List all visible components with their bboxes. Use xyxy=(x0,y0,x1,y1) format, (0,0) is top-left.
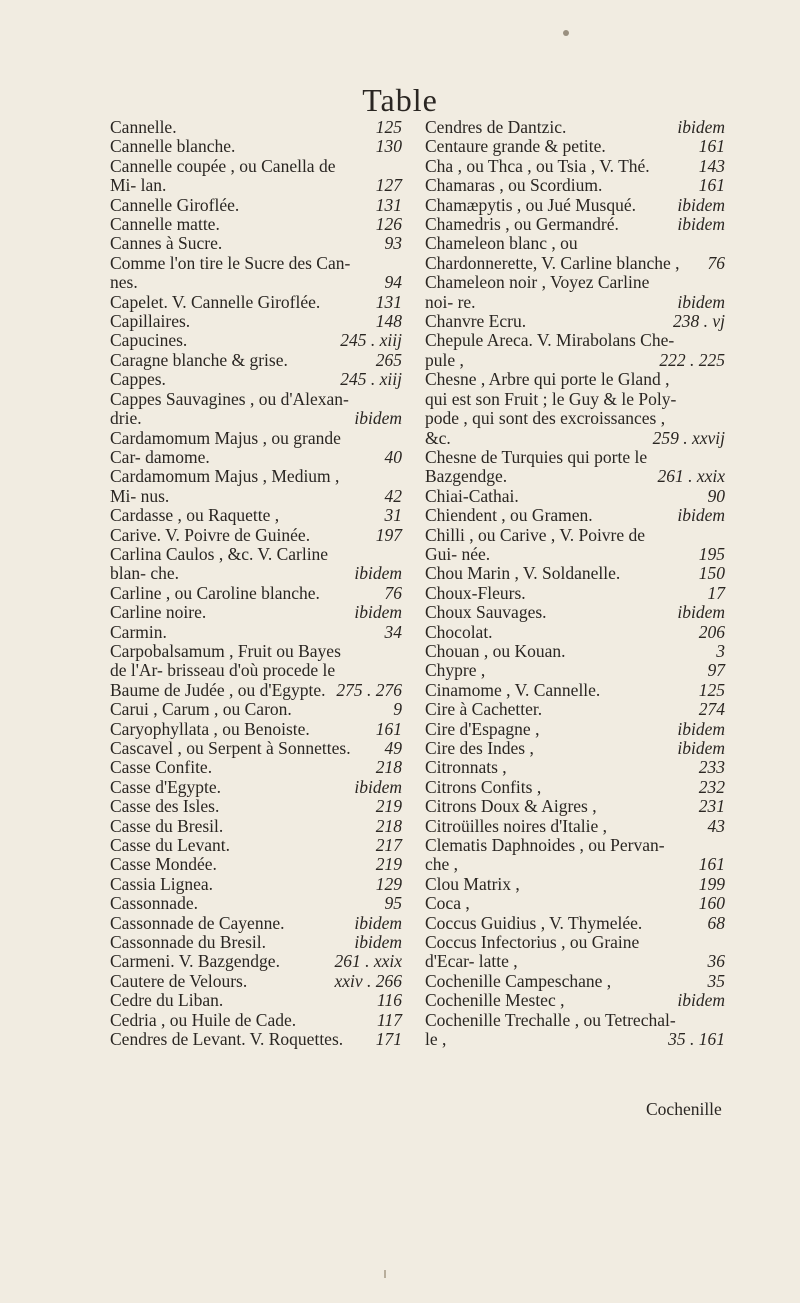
index-entry xyxy=(425,584,725,603)
entry-page: 261 . xxix xyxy=(657,466,725,487)
entry-page: 35 xyxy=(707,970,725,991)
index-entry xyxy=(110,331,402,350)
index-entry xyxy=(110,778,402,797)
entry-term: Carline , ou Caroline blanche. xyxy=(110,582,320,603)
index-entry xyxy=(425,234,725,273)
entry-term: Cassia Lignea. xyxy=(110,873,214,894)
entry-term: Cappes. xyxy=(110,369,166,390)
index-entry xyxy=(425,370,725,448)
entry-page: 126 xyxy=(375,214,402,235)
entry-page: 130 xyxy=(375,136,402,157)
entry-term: Cardamomum Majus , Medium , Mi- nus. xyxy=(110,466,340,506)
index-entry xyxy=(425,1011,725,1050)
entry-term: Carmin. xyxy=(110,621,167,642)
entry-page: 233 xyxy=(698,757,725,778)
index-entry xyxy=(110,1030,402,1049)
ink-spot xyxy=(563,30,569,36)
entry-page: 131 xyxy=(375,291,402,312)
entry-page: 219 xyxy=(375,796,402,817)
entry-page: ibidem xyxy=(677,990,725,1011)
entry-page: ibidem xyxy=(677,505,725,526)
index-entry xyxy=(110,137,402,156)
index-entry xyxy=(425,506,725,525)
index-entry xyxy=(110,467,402,506)
entry-term: Citrons Doux & Aigres , xyxy=(425,796,597,817)
entry-term: Casse des Isles. xyxy=(110,796,220,817)
index-entry xyxy=(110,370,402,389)
entry-page: ibidem xyxy=(354,408,402,429)
entry-term: Cannelle. xyxy=(110,117,177,137)
entry-term: Cardasse , ou Raquette , xyxy=(110,505,280,526)
index-entry xyxy=(110,952,402,971)
index-entry xyxy=(110,933,402,952)
index-entry xyxy=(425,914,725,933)
index-entry xyxy=(425,623,725,642)
entry-term: Centaure grande & petite. xyxy=(425,136,606,157)
index-entry xyxy=(425,196,725,215)
entry-term: Carive. V. Poivre de Guinée. xyxy=(110,524,311,545)
entry-page: 49 xyxy=(384,738,402,758)
entry-page: 117 xyxy=(377,1009,402,1030)
index-entry xyxy=(110,603,402,622)
entry-term: Cascavel , ou Serpent à Sonnettes. xyxy=(110,738,351,758)
entry-page: 231 xyxy=(698,796,725,817)
index-entry xyxy=(110,797,402,816)
index-entry xyxy=(425,176,725,195)
index-entry xyxy=(110,1011,402,1030)
entry-page: 150 xyxy=(698,563,725,584)
entry-page: xxiv . 266 xyxy=(334,970,402,991)
entry-term: Cannelle Giroflée. xyxy=(110,194,240,215)
index-entry xyxy=(425,312,725,331)
entry-page: ibidem xyxy=(354,602,402,623)
index-entry xyxy=(110,390,402,429)
index-entry xyxy=(110,894,402,913)
entry-page: 9 xyxy=(393,699,402,720)
entry-term: Cinamome , V. Cannelle. xyxy=(425,679,601,700)
index-entry xyxy=(425,526,725,565)
entry-page: 125 xyxy=(698,679,725,700)
index-entry xyxy=(110,817,402,836)
entry-term: Cannelle matte. xyxy=(110,214,220,235)
entry-term: Carpobalsamum , Fruit ou Bayes de l'Ar- brisseau d'où procede le Baume de Judée , ou d'Egypte. xyxy=(110,640,341,700)
index-entry xyxy=(110,351,402,370)
entry-page: 217 xyxy=(375,835,402,856)
entry-term: Chou Marin , V. Soldanelle. xyxy=(425,563,621,584)
entry-term: Carmeni. V. Bazgendge. xyxy=(110,951,280,972)
entry-page: 31 xyxy=(384,505,402,526)
entry-page: 43 xyxy=(707,815,725,836)
entry-page: 245 . xiij xyxy=(340,330,402,351)
entry-page: 40 xyxy=(384,446,402,467)
entry-page: 160 xyxy=(698,893,725,914)
entry-term: Cire des Indes , xyxy=(425,738,534,758)
entry-term: Clou Matrix , xyxy=(425,873,520,894)
entry-term: Cedria , ou Huile de Cade. xyxy=(110,1009,297,1030)
index-entry xyxy=(110,506,402,525)
entry-term: Chesne , Arbre qui porte le Gland , qui est son Fruit ; le Guy & le Poly- pode , qui sont des excroissances , &c. xyxy=(425,369,677,448)
index-entry xyxy=(110,312,402,331)
index-entry xyxy=(110,293,402,312)
index-entry xyxy=(110,875,402,894)
entry-page: 93 xyxy=(384,233,402,254)
index-entry xyxy=(110,215,402,234)
entry-page: 76 xyxy=(707,252,725,273)
index-entry xyxy=(425,817,725,836)
entry-term: Caryophyllata , ou Benoiste. xyxy=(110,718,310,739)
entry-term: Cautere de Velours. xyxy=(110,970,248,991)
entry-term: Coccus Infectorius , ou Graine d'Ecar- latte , xyxy=(425,932,640,972)
entry-page: ibidem xyxy=(354,932,402,953)
entry-page: 35 . 161 xyxy=(668,1029,725,1050)
index-entry xyxy=(425,487,725,506)
entry-term: Chepule Areca. V. Mirabolans Che- pule , xyxy=(425,330,675,370)
index-entry xyxy=(425,720,725,739)
entry-page: 274 xyxy=(698,699,725,720)
entry-page: ibidem xyxy=(677,602,725,623)
entry-term: Cire à Cachetter. xyxy=(425,699,543,720)
entry-page: 161 xyxy=(698,854,725,875)
entry-term: Cire d'Espagne , xyxy=(425,718,540,739)
index-entry xyxy=(110,972,402,991)
entry-term: Chocolat. xyxy=(425,621,493,642)
entry-page: 129 xyxy=(375,873,402,894)
page-title: Table xyxy=(362,82,438,118)
index-entry xyxy=(110,836,402,855)
entry-page: 97 xyxy=(707,660,725,681)
index-entry xyxy=(425,778,725,797)
entry-page: ibidem xyxy=(677,738,725,758)
entry-term: Chameleon blanc , ou Chardonnerette, V. Carline blanche , xyxy=(425,233,680,273)
entry-page: ibidem xyxy=(677,718,725,739)
index-entry xyxy=(425,157,725,176)
entry-term: Citrons Confits , xyxy=(425,776,542,797)
entry-page: ibidem xyxy=(677,214,725,235)
entry-page: 76 xyxy=(384,582,402,603)
entry-term: Chamæpytis , ou Jué Musqué. xyxy=(425,194,636,215)
index-entry xyxy=(425,933,725,972)
entry-term: Cendres de Levant. V. Roquettes. xyxy=(110,1029,344,1050)
index-entry xyxy=(425,331,725,370)
entry-page: ibidem xyxy=(677,117,725,137)
entry-page: 218 xyxy=(375,757,402,778)
index-entry xyxy=(110,584,402,603)
entry-page: 143 xyxy=(698,155,725,176)
index-entry xyxy=(110,234,402,253)
entry-page: 171 xyxy=(375,1029,402,1050)
entry-term: Coca , xyxy=(425,893,470,914)
entry-term: Citronnats , xyxy=(425,757,507,778)
entry-term: Cendres de Dantzic. xyxy=(425,117,567,137)
entry-term: Cardamomum Majus , ou grande Car- damome. xyxy=(110,427,341,467)
entry-term: Cassonnade du Bresil. xyxy=(110,932,267,953)
entry-page: 161 xyxy=(375,718,402,739)
entry-page: 261 . xxix xyxy=(334,951,402,972)
entry-page: 17 xyxy=(707,582,725,603)
index-entry xyxy=(425,797,725,816)
entry-page: ibidem xyxy=(677,291,725,312)
index-entry xyxy=(425,972,725,991)
entry-term: Casse Confite. xyxy=(110,757,213,778)
entry-term: Chamaras , ou Scordium. xyxy=(425,175,603,196)
index-entry xyxy=(425,681,725,700)
entry-term: Clematis Daphnoides , ou Pervan- che , xyxy=(425,835,665,875)
index-entry xyxy=(110,526,402,545)
entry-term: Casse Mondée. xyxy=(110,854,217,875)
index-entry xyxy=(110,642,402,700)
entry-term: Cha , ou Thca , ou Tsia , V. Thé. xyxy=(425,155,650,176)
entry-page: 116 xyxy=(377,990,402,1011)
entry-page: 36 xyxy=(707,951,725,972)
right-column xyxy=(425,118,725,1050)
entry-term: Choux Sauvages. xyxy=(425,602,547,623)
entry-page: ibidem xyxy=(354,912,402,933)
entry-term: Chameleon noir , Voyez Carline noi- re. xyxy=(425,272,650,312)
index-entry xyxy=(425,642,725,661)
entry-page: 218 xyxy=(375,815,402,836)
entry-page: 206 xyxy=(698,621,725,642)
entry-term: Casse du Bresil. xyxy=(110,815,224,836)
entry-page: 265 xyxy=(375,349,402,370)
index-entry xyxy=(110,739,402,758)
entry-term: Carui , Carum , ou Caron. xyxy=(110,699,292,720)
entry-term: Casse du Levant. xyxy=(110,835,231,856)
entry-term: Chypre , xyxy=(425,660,486,681)
entry-term: Chanvre Ecru. xyxy=(425,311,527,332)
entry-page: 195 xyxy=(698,543,725,564)
index-entry xyxy=(425,739,725,758)
entry-page: 161 xyxy=(698,136,725,157)
entry-page: 222 . 225 xyxy=(659,349,725,370)
index-entry xyxy=(425,836,725,875)
entry-page: ibidem xyxy=(354,563,402,584)
index-entry xyxy=(110,429,402,468)
entry-page: 68 xyxy=(707,912,725,933)
entry-term: Chesne de Turquies qui porte le Bazgendge. xyxy=(425,446,648,487)
footer-mark xyxy=(384,1270,386,1278)
entry-term: Capucines. xyxy=(110,330,188,351)
entry-term: Coccus Guidius , V. Thymelée. xyxy=(425,912,643,933)
index-entry xyxy=(425,991,725,1010)
entry-term: Capillaires. xyxy=(110,311,191,332)
entry-term: Citroüilles noires d'Italie , xyxy=(425,815,608,836)
entry-page: 95 xyxy=(384,893,402,914)
index-entry xyxy=(110,991,402,1010)
entry-term: Cedre du Liban. xyxy=(110,990,224,1011)
index-entry xyxy=(110,855,402,874)
index-entry xyxy=(425,758,725,777)
entry-term: Chiai-Cathai. xyxy=(425,485,519,506)
index-entry xyxy=(110,623,402,642)
entry-term: Carlina Caulos , &c. V. Carline blan- che. xyxy=(110,543,329,584)
index-entry xyxy=(110,700,402,719)
index-entry xyxy=(425,875,725,894)
index-entry xyxy=(425,215,725,234)
entry-page: 148 xyxy=(375,311,402,332)
entry-term: Cochenille Trechalle , ou Tetrechal- le , xyxy=(425,1009,676,1050)
entry-page: 238 . vj xyxy=(672,311,725,332)
entry-page: 34 xyxy=(384,621,402,642)
entry-term: Chiendent , ou Gramen. xyxy=(425,505,593,526)
index-entry xyxy=(425,564,725,583)
entry-term: Cannelle coupée , ou Canella de Mi- lan. xyxy=(110,155,336,196)
left-column xyxy=(110,118,402,1050)
index-entry xyxy=(110,118,402,137)
entry-term: Chilli , ou Carive , V. Poivre de Gui- née. xyxy=(425,524,646,564)
entry-page: 245 . xiij xyxy=(340,369,402,390)
index-entry xyxy=(425,448,725,487)
entry-term: Casse d'Egypte. xyxy=(110,776,222,797)
index-entry xyxy=(425,894,725,913)
entry-term: Cassonnade de Cayenne. xyxy=(110,912,285,933)
entry-term: Capelet. V. Cannelle Giroflée. xyxy=(110,291,321,312)
entry-term: Carline noire. xyxy=(110,602,207,623)
entry-page: 94 xyxy=(384,272,402,293)
entry-page: 232 xyxy=(698,776,725,797)
catchword: Cochenille xyxy=(646,1099,722,1119)
entry-term: Cannelle blanche. xyxy=(110,136,236,157)
index-entry xyxy=(110,914,402,933)
entry-page: ibidem xyxy=(354,776,402,797)
entry-term: Cannes à Sucre. xyxy=(110,233,223,254)
index-entry xyxy=(425,700,725,719)
entry-page: 219 xyxy=(375,854,402,875)
entry-page: 275 . 276 xyxy=(336,679,402,700)
entry-page: 161 xyxy=(698,175,725,196)
entry-term: Cappes Sauvagines , ou d'Alexan- drie. xyxy=(110,388,349,429)
entry-term: Cochenille Mestec , xyxy=(425,990,565,1011)
index-entry xyxy=(110,254,402,293)
entry-term: Comme l'on tire le Sucre des Can- nes. xyxy=(110,252,351,293)
entry-page: 90 xyxy=(707,485,725,506)
index-entry xyxy=(110,720,402,739)
index-entry xyxy=(425,603,725,622)
index-entry xyxy=(110,157,402,196)
entry-page: 197 xyxy=(375,524,402,545)
entry-term: Cassonnade. xyxy=(110,893,198,914)
index-entry xyxy=(425,661,725,680)
entry-term: Cochenille Campeschane , xyxy=(425,970,612,991)
entry-page: 131 xyxy=(375,194,402,215)
entry-page: 127 xyxy=(375,175,402,196)
entry-page: 42 xyxy=(384,485,402,506)
entry-term: Chouan , ou Kouan. xyxy=(425,640,566,661)
entry-page: 199 xyxy=(698,873,725,894)
index-entry xyxy=(110,758,402,777)
entry-term: Choux-Fleurs. xyxy=(425,582,526,603)
index-entry xyxy=(425,273,725,312)
index-entry xyxy=(110,196,402,215)
entry-page: ibidem xyxy=(677,194,725,215)
entry-page: 259 . xxvij xyxy=(652,427,725,448)
index-entry xyxy=(110,545,402,584)
entry-page: 125 xyxy=(375,117,402,137)
entry-page: 3 xyxy=(716,640,725,661)
entry-term: Chamedris , ou Germandré. xyxy=(425,214,619,235)
entry-term: Caragne blanche & grise. xyxy=(110,349,288,370)
index-entry xyxy=(425,118,725,137)
index-entry xyxy=(425,137,725,156)
